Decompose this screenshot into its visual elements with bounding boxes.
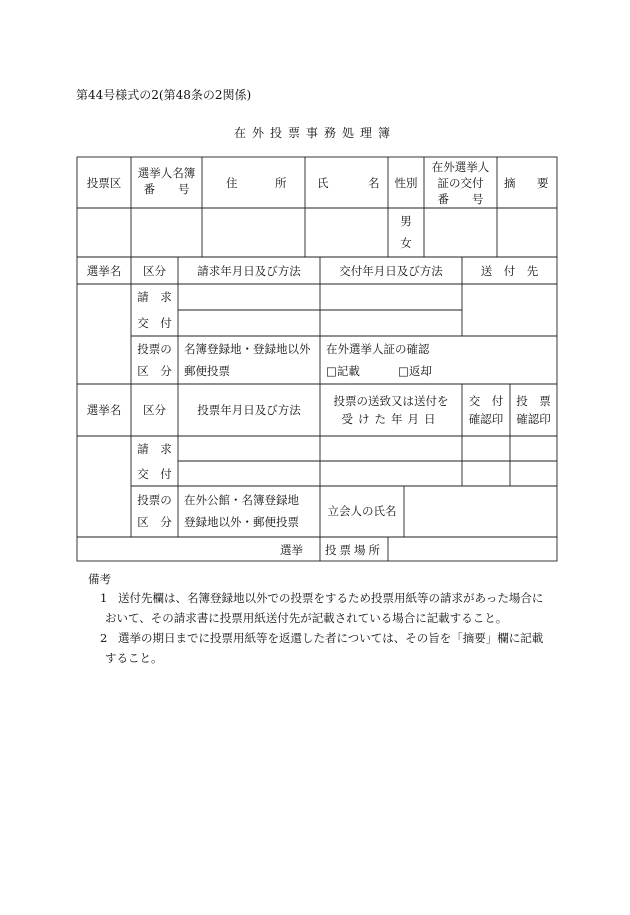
s1-request-label: 請 求 [137, 290, 172, 304]
s2-polling-place: 投票場所 [325, 543, 383, 557]
header-address-right: 所 [275, 176, 287, 190]
note2-line2: すること。 [105, 651, 163, 665]
s1-election-name: 選挙名 [86, 264, 122, 278]
s1-postal-vote-line1: 名簿登録地・登録地以外 [184, 342, 311, 356]
remarks-heading: 備考 [88, 572, 111, 586]
s1-postal-vote-line2: 郵便投票 [184, 364, 230, 378]
s1-category: 区分 [143, 264, 166, 278]
s1-destination: 送 付 先 [480, 264, 539, 278]
header-roll-number-line2: 番 号 [143, 182, 190, 196]
s1-certificate-confirmation: 在外選挙人証の確認 [326, 342, 430, 356]
note1-line1: 送付先欄は、名簿登録地以外での投票をするため投票用紙等の請求があった場合に [118, 591, 544, 605]
document-title: 在外投票事務処理簿 [233, 126, 396, 140]
s1-vote-kind-line2: 区 分 [137, 364, 172, 378]
s2-vote-stamp-line2: 確認印 [516, 412, 551, 426]
s2-vote-kind-line1: 投票の [137, 493, 172, 507]
form-number-header: 第44号様式の2(第48条の2関係) [76, 88, 252, 102]
s2-issue-stamp-line2: 確認印 [468, 412, 504, 426]
s1-issue-label: 交 付 [137, 316, 172, 330]
s2-election-suffix: 選挙 [280, 543, 303, 557]
s2-received-line1: 投票の送致又は送付を [333, 394, 449, 408]
s2-election-name: 選挙名 [86, 403, 122, 417]
header-cert-number-line2: 証の交付 [437, 176, 484, 190]
s2-vote-kind-line2: 区 分 [137, 515, 172, 529]
header-name-left: 氏 [317, 176, 329, 190]
s1-checkbox-returned[interactable]: □返却 [398, 364, 432, 378]
s2-issue-stamp-line1: 交 付 [468, 394, 504, 408]
s1-checkbox-recorded[interactable]: □記載 [326, 364, 360, 378]
s2-category: 区分 [143, 403, 166, 417]
header-gender: 性別 [394, 176, 418, 190]
s2-vote-date-method: 投票年月日及び方法 [197, 403, 301, 417]
note1-number: 1 [100, 591, 108, 605]
gender-female: 女 [400, 236, 412, 250]
note2-line1: 選挙の期日までに投票用紙等を返還した者については、その旨を「摘要」欄に記載 [118, 631, 544, 645]
s2-request-label: 請 求 [137, 442, 172, 456]
s2-received-line2: 受けた年月日 [341, 412, 441, 426]
s1-request-date-method: 請求年月日及び方法 [197, 264, 301, 278]
s2-issue-label: 交 付 [137, 467, 172, 481]
note2-number: 2 [100, 631, 108, 645]
header-roll-number-line1: 選挙人名簿 [137, 166, 196, 180]
s1-issue-date-method: 交付年月日及び方法 [339, 264, 443, 278]
gender-male: 男 [400, 214, 412, 228]
header-cert-number-line1: 在外選挙人 [431, 160, 490, 174]
s2-vote-stamp-line1: 投 票 [516, 394, 551, 408]
s2-witness-name: 立会人の氏名 [327, 504, 397, 518]
header-name-right: 名 [368, 176, 380, 190]
header-remarks-right: 要 [537, 176, 549, 190]
note1-line2: おいて、その請求書に投票用紙送付先が記載されている場合に記載すること。 [105, 611, 508, 625]
s1-vote-kind-line1: 投票の [137, 342, 172, 356]
header-remarks-left: 摘 [504, 176, 516, 190]
s2-embassy-line2: 登録地以外・郵便投票 [184, 515, 299, 529]
header-district: 投票区 [86, 176, 122, 190]
header-address-left: 住 [226, 176, 238, 190]
s2-embassy-line1: 在外公館・名簿登録地 [184, 493, 299, 507]
header-cert-number-line3: 番 号 [437, 192, 484, 206]
